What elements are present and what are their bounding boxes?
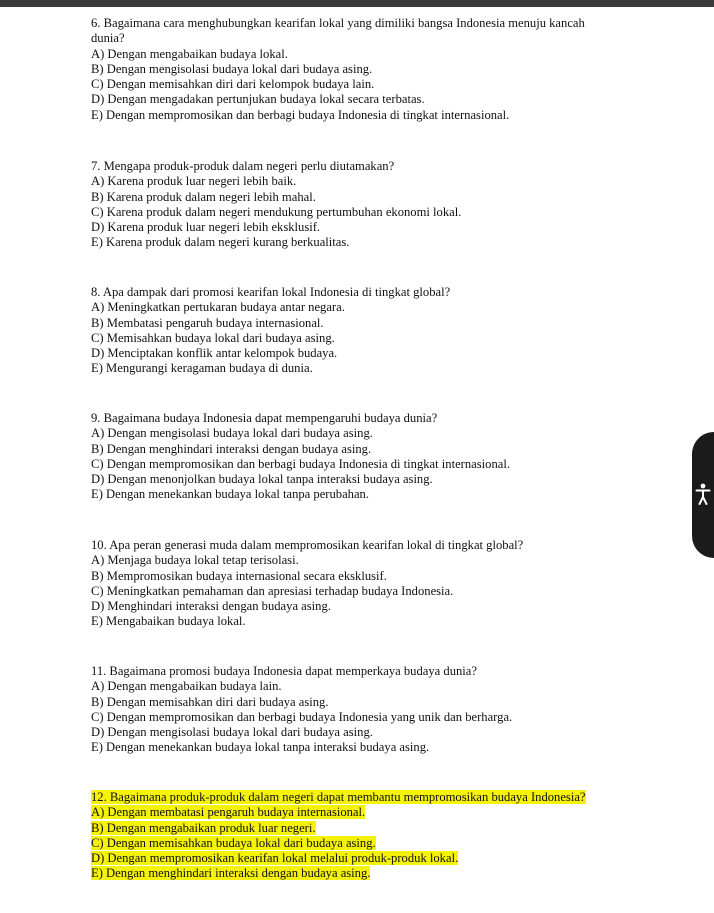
option-c: C) Dengan memisahkan diri dari kelompok budaya lain. bbox=[91, 77, 375, 92]
option-e: E) Mengabaikan budaya lokal. bbox=[91, 614, 246, 629]
highlighted-text: 12. Bagaimana produk-produk dalam negeri dapat membantu mempromosikan budaya Indonesia? bbox=[91, 790, 586, 804]
option-c: C) Karena produk dalam negeri mendukung pertumbuhan ekonomi lokal. bbox=[91, 204, 462, 219]
option-b: B) Dengan mengisolasi budaya lokal dari budaya asing. bbox=[91, 61, 373, 76]
option-b bbox=[91, 821, 591, 836]
accessibility-icon bbox=[695, 482, 711, 506]
accessibility-button[interactable] bbox=[692, 432, 714, 558]
question-12-highlighted bbox=[91, 790, 591, 882]
option-d: D) Dengan mengadakan pertunjukan budaya lokal secara terbatas. bbox=[91, 92, 425, 107]
question-text bbox=[91, 790, 591, 805]
option-c: C) Memisahkan budaya lokal dari budaya asing. bbox=[91, 330, 335, 345]
option-d: D) Dengan mengisolasi budaya lokal dari budaya asing. bbox=[91, 725, 373, 740]
option-a: A) Dengan mengabaikan budaya lain. bbox=[91, 679, 282, 694]
option-b: B) Membatasi pengaruh budaya internasional. bbox=[91, 315, 324, 330]
option-d bbox=[91, 851, 591, 866]
option-d: D) Dengan menonjolkan budaya lokal tanpa interaksi budaya asing. bbox=[91, 472, 433, 487]
option-d: D) Menghindari interaksi dengan budaya asing. bbox=[91, 599, 331, 614]
option-e: E) Karena produk dalam negeri kurang berkualitas. bbox=[91, 235, 350, 250]
option-c: C) Meningkatkan pemahaman dan apresiasi terhadap budaya Indonesia. bbox=[91, 583, 454, 598]
option-b: B) Dengan memisahkan diri dari budaya asing. bbox=[91, 694, 329, 709]
option-e: E) Dengan menekankan budaya lokal tanpa perubahan. bbox=[91, 487, 369, 502]
top-bar bbox=[0, 0, 714, 7]
option-a: A) Dengan mengabaikan budaya lokal. bbox=[91, 46, 288, 61]
option-b: B) Karena produk dalam negeri lebih mahal. bbox=[91, 189, 316, 204]
question-8 bbox=[91, 285, 591, 377]
option-a: A) Dengan mengisolasi budaya lokal dari budaya asing. bbox=[91, 426, 373, 441]
option-b: B) Mempromosikan budaya internasional secara eksklusif. bbox=[91, 568, 387, 583]
option-a bbox=[91, 805, 591, 820]
option-e: E) Mengurangi keragaman budaya di dunia. bbox=[91, 361, 313, 376]
question-text: 10. Apa peran generasi muda dalam mempromosikan kearifan lokal di tingkat global? bbox=[91, 538, 524, 552]
option-c: C) Dengan mempromosikan dan berbagi budaya Indonesia di tingkat internasional. bbox=[91, 456, 510, 471]
question-text: 8. Apa dampak dari promosi kearifan lokal Indonesia di tingkat global? bbox=[91, 285, 451, 299]
question-10 bbox=[91, 538, 591, 630]
question-7 bbox=[91, 159, 591, 251]
option-c: C) Dengan mempromosikan dan berbagi budaya Indonesia yang unik dan berharga. bbox=[91, 709, 513, 724]
option-e: E) Dengan menekankan budaya lokal tanpa interaksi budaya asing. bbox=[91, 740, 430, 755]
option-e bbox=[91, 866, 591, 881]
highlighted-text: A) Dengan membatasi pengaruh budaya internasional. bbox=[91, 805, 366, 820]
highlighted-text: D) Dengan mempromosikan kearifan lokal melalui produk-produk lokal. bbox=[91, 851, 459, 866]
question-11 bbox=[91, 664, 591, 756]
option-c bbox=[91, 836, 591, 851]
option-a: A) Meningkatkan pertukaran budaya antar negara. bbox=[91, 300, 345, 315]
question-9 bbox=[91, 411, 591, 503]
option-d: D) Karena produk luar negeri lebih eksklusif. bbox=[91, 220, 321, 235]
question-text: 7. Mengapa produk-produk dalam negeri perlu diutamakan? bbox=[91, 159, 395, 173]
option-a: A) Menjaga budaya lokal tetap terisolasi. bbox=[91, 553, 299, 568]
highlighted-text: C) Dengan memisahkan budaya lokal dari budaya asing. bbox=[91, 835, 376, 850]
option-b: B) Dengan menghindari interaksi dengan budaya asing. bbox=[91, 441, 372, 456]
question-text: 6. Bagaimana cara menghubungkan kearifan lokal yang dimiliki bangsa Indonesia menuju kancah dunia? bbox=[91, 16, 585, 46]
highlighted-text: B) Dengan mengabaikan produk luar negeri. bbox=[91, 820, 316, 835]
question-6 bbox=[91, 16, 591, 123]
option-d: D) Menciptakan konflik antar kelompok budaya. bbox=[91, 346, 338, 361]
option-a: A) Karena produk luar negeri lebih baik. bbox=[91, 174, 297, 189]
option-e: E) Dengan mempromosikan dan berbagi budaya Indonesia di tingkat internasional. bbox=[91, 107, 510, 122]
question-text: 9. Bagaimana budaya Indonesia dapat mempengaruhi budaya dunia? bbox=[91, 411, 438, 425]
highlighted-text: E) Dengan menghindari interaksi dengan budaya asing. bbox=[91, 866, 371, 881]
question-text: 11. Bagaimana promosi budaya Indonesia dapat memperkaya budaya dunia? bbox=[91, 664, 477, 678]
